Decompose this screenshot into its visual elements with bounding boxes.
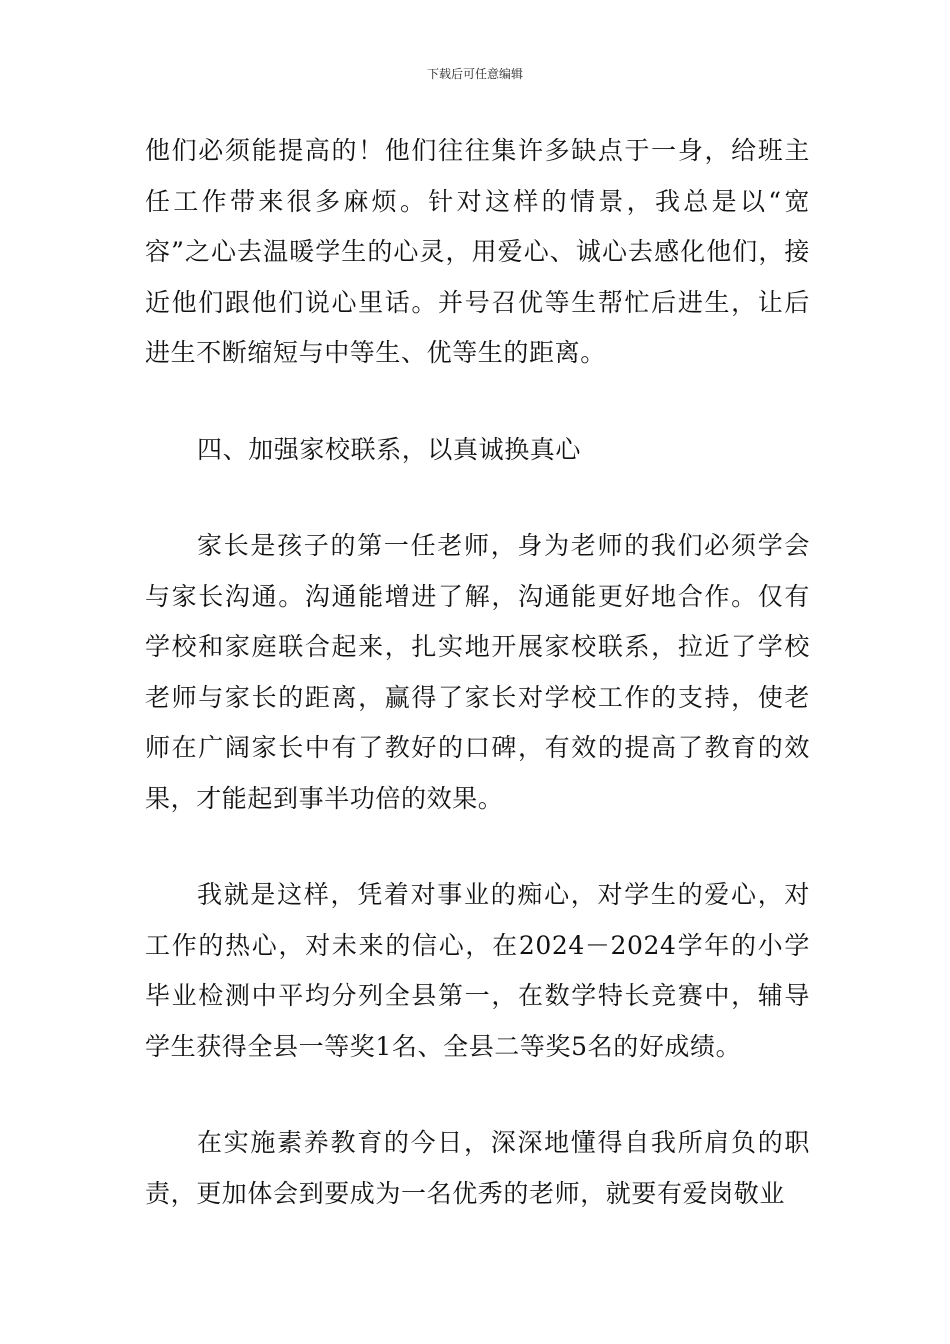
paragraph-gap <box>145 475 810 521</box>
paragraph-home-school: 家长是孩子的第一任老师，身为老师的我们必须学会与家长沟通。沟通能增进了解，沟通能更好地合作。仅有学校和家庭联合起来，扎实地开展家校联系，拉近了学校老师与家长的距离，赢得了家长对学校工作的支持，使老师在广阔家长中有了教好的口碑，有效的提高了教育的效果，才能起到事半功倍的效果。 <box>145 531 810 813</box>
section-heading: 四、加强家校联系，以真诚换真心 <box>197 434 582 464</box>
paragraph-quality-education: 在实施素养教育的今日，深深地懂得自我所肩负的职责，更加体会到要成为一名优秀的老师，就要有爱岗敬业 <box>145 1128 810 1208</box>
paragraph-gap <box>145 1072 810 1118</box>
paragraph-achievements: 我就是这样，凭着对事业的痴心，对学生的爱心，对工作的热心，对未来的信心，在2024－2024学年的小学毕业检测中平均分列全县第一，在数学特长竞赛中，辅导学生获得全县一等奖1名、全县二等奖5名的好成绩。 <box>145 880 810 1061</box>
paragraph-gap <box>145 379 810 425</box>
page-header: 下载后可任意编辑 <box>426 67 523 81</box>
paragraph-gap <box>145 824 810 870</box>
paragraph-continuation: 他们必须能提高的！他们往往集许多缺点于一身，给班主任工作带来很多麻烦。针对这样的情景，我总是以“宽容”之心去温暖学生的心灵，用爱心、诚心去感化他们，接近他们跟他们说心里话。并号召优等生帮忙后进生，让后进生不断缩短与中等生、优等生的距离。 <box>145 136 810 367</box>
document-body <box>145 126 810 1219</box>
